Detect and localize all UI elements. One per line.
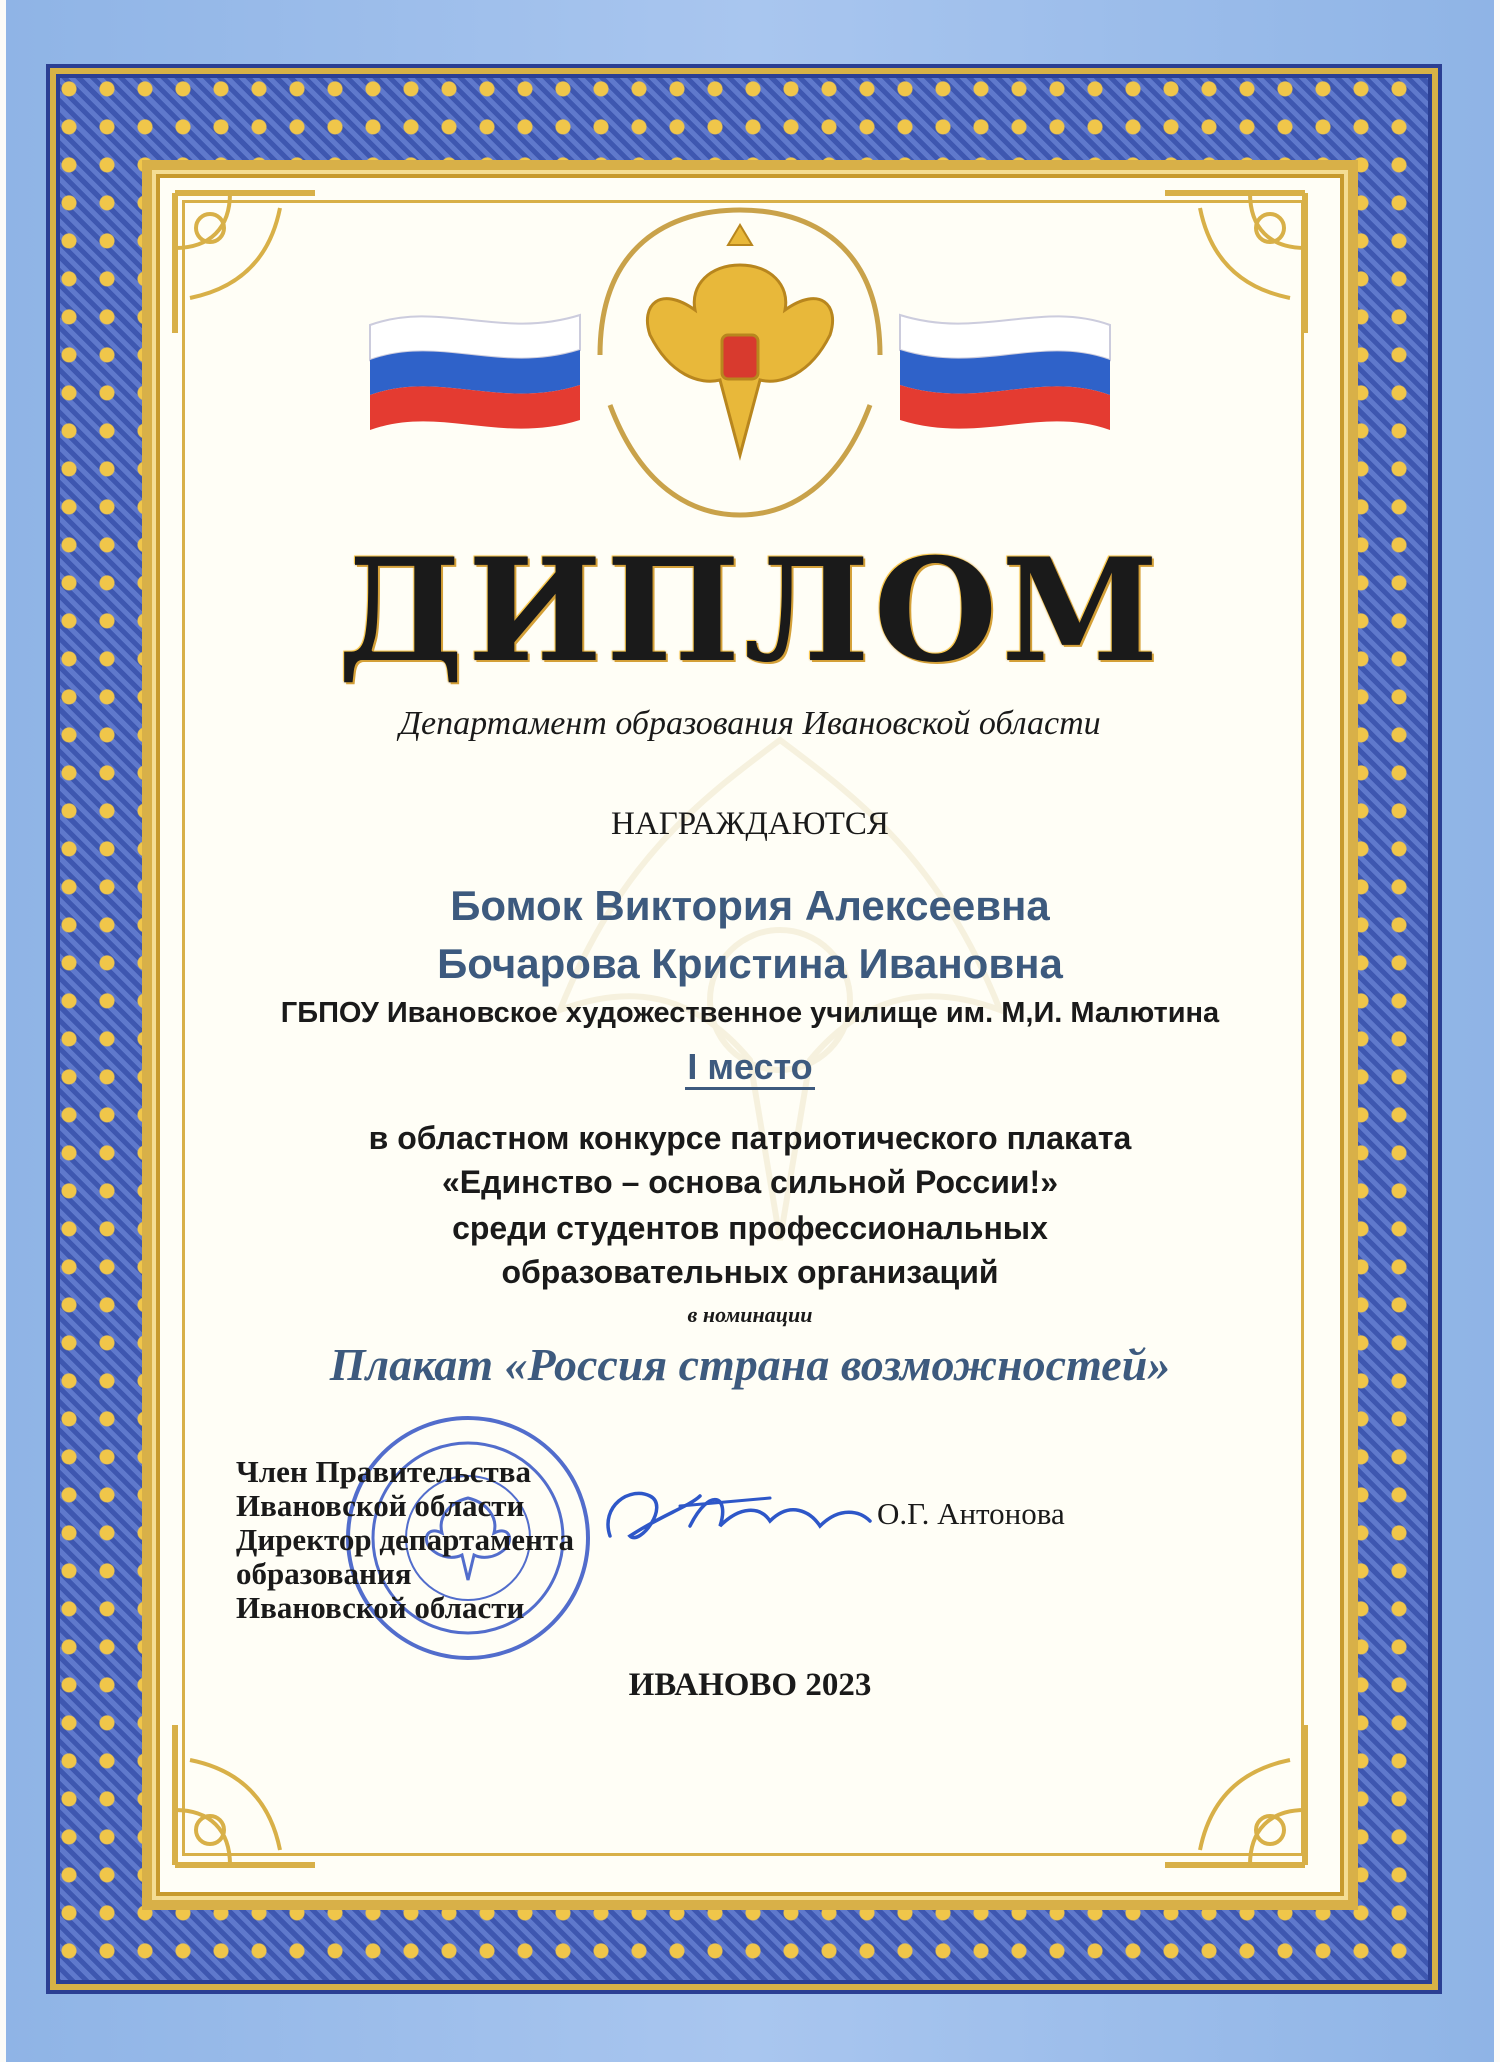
corner-ornament-icon: [1160, 188, 1310, 338]
signer-title-line: Директор департамента: [236, 1522, 574, 1557]
recipient-name: Бочарова Кристина Ивановна: [437, 940, 1063, 987]
corner-ornament-icon: [170, 188, 320, 338]
eagle-watermark-icon: [500, 680, 1060, 1400]
signer-title-line: Ивановской области: [236, 1590, 525, 1625]
signer-title-line: Ивановской области: [236, 1488, 525, 1523]
russian-flag-icon: [370, 315, 580, 430]
school-name: ГБПОУ Ивановское художественное училище им. М,И. Малютина: [280, 997, 1220, 1029]
city-year: ИВАНОВО 2023: [628, 1667, 872, 1703]
signer-name: О.Г. Антонова: [877, 1496, 1065, 1531]
awarded-heading: НАГРАЖДАЮТСЯ: [611, 806, 889, 842]
nomination-label: в номинации: [687, 1302, 813, 1327]
corner-ornament-icon: [1160, 1720, 1310, 1870]
contest-line: в областном конкурсе патриотического плаката: [368, 1120, 1132, 1156]
issuer-department: Департамент образования Ивановской области: [399, 705, 1101, 742]
signature-mark: [590, 1466, 880, 1566]
corner-ornament-icon: [170, 1720, 320, 1870]
place-label: I место: [685, 1046, 814, 1090]
nomination-title: Плакат «Россия страна возможностей»: [329, 1339, 1171, 1390]
signer-title: [236, 1455, 574, 1625]
place-award: [0, 1046, 1500, 1088]
recipient-name: Бомок Виктория Алексеевна: [450, 882, 1050, 929]
signer-title-line: образования: [236, 1556, 412, 1591]
russian-flag-icon: [900, 315, 1110, 430]
diploma-title: ДИПЛОМ: [337, 528, 1163, 694]
signer-title-line: Член Правительства: [236, 1454, 531, 1489]
russian-coat-of-arms-icon: [350, 205, 1130, 535]
contest-line: среди студентов профессиональных: [452, 1210, 1048, 1246]
contest-line: образовательных организаций: [501, 1254, 999, 1290]
contest-line: «Единство – основа сильной России!»: [442, 1164, 1058, 1200]
